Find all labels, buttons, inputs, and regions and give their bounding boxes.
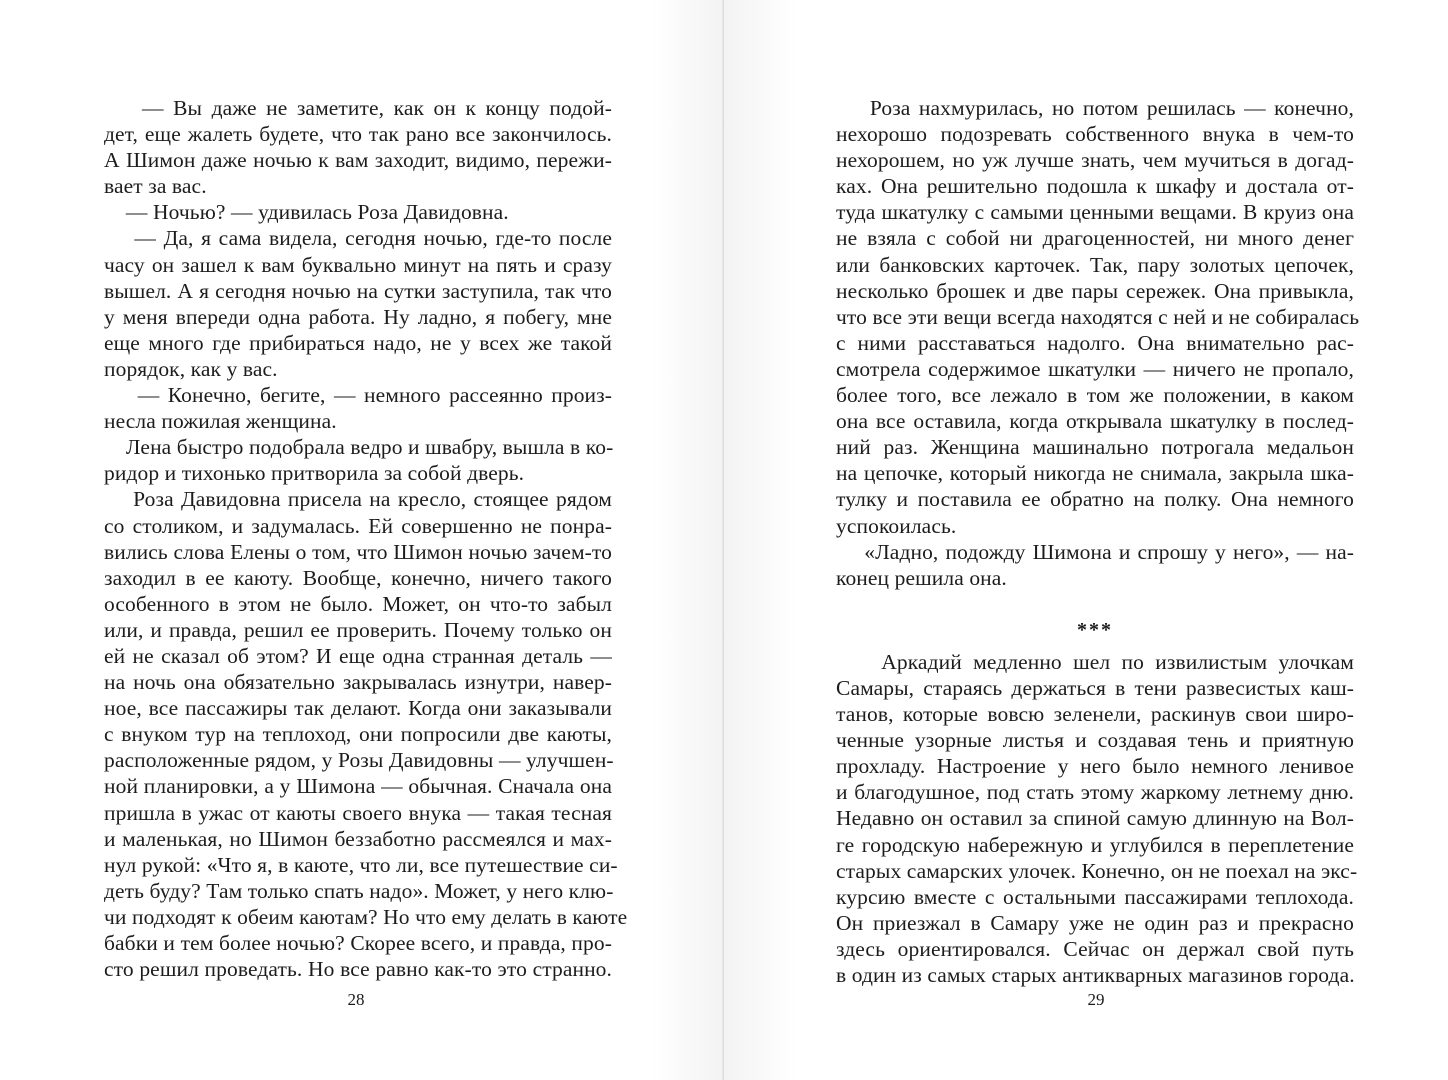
text-line: и маленькая, но Шимон беззаботно рассмеялся и мах-	[104, 826, 612, 851]
text-line: ное, все пассажиры так делают. Когда они заказывали	[104, 696, 612, 721]
text-line: ной планировки, а у Шимона — обычная. Сначала она	[104, 774, 612, 799]
text-line: Лена быстро подобрала ведро и швабру, вышла в ко-	[104, 435, 614, 460]
text-line: Самары, стараясь держаться в тени развесистых каш-	[836, 675, 1354, 700]
text-line: с ними расставаться надолго. Она внимательно рас-	[836, 330, 1354, 355]
text-line: не взяла с собой ни драгоценностей, ни много денег	[836, 226, 1354, 251]
page-number-left: 28	[347, 990, 365, 1009]
text-line: тулку и поставила ее обратно на полку. Она немного	[836, 487, 1354, 512]
text-line: что все эти вещи всегда находятся с ней и не собиралась	[836, 304, 1360, 329]
text-line: ках. Она решительно подошла к шкафу и достала от-	[836, 174, 1354, 199]
text-line: ей не сказал об этом? И еще одна странная деталь —	[104, 643, 612, 668]
text-line: и благодушное, под стать этому жаркому летнему дню.	[836, 780, 1354, 805]
text-line: пришла в ужас от каюты своего внука — такая тесная	[104, 800, 612, 825]
text-line: Роза Давидовна присела на кресло, стоящее рядом	[104, 487, 612, 512]
text-line: вает за вас.	[104, 174, 207, 199]
text-line: или банковских карточек. Так, пару золотых цепочек,	[836, 252, 1354, 277]
text-line: ге городскую набережную и углубился в переплетение	[836, 832, 1354, 857]
text-line: дет, еще жалеть будете, что так рано все закончилось.	[104, 122, 612, 147]
text-line: конец решила она.	[836, 565, 1007, 590]
text-line: заходил в ее каюту. Вообще, конечно, ничего такого	[104, 565, 612, 590]
text-line: нехорошо подозревать собственного внука в чем-то	[836, 122, 1354, 147]
text-line: А Шимон даже ночью к вам заходит, видимо, пережи-	[104, 148, 612, 173]
right-page	[724, 0, 1448, 1080]
text-line: вышел. А я сегодня ночью на сутки заступила, так что	[104, 278, 612, 303]
left-page-text	[104, 95, 628, 982]
text-line: успокоилась.	[836, 513, 957, 538]
text-line: бабки и тем более ночью? Скорее всего, и правда, про-	[104, 931, 612, 955]
text-line: порядок, как у вас.	[104, 356, 278, 381]
text-line: она все оставила, когда открывала шкатулку в послед-	[836, 409, 1354, 434]
text-line: старых самарских улочек. Конечно, он не поехал на экс-	[836, 858, 1358, 883]
page-number-right: 29	[1087, 990, 1105, 1009]
text-line: смотрела содержимое шкатулки — ничего не пропало,	[836, 356, 1354, 381]
text-line: чи подходят к обеим каютам? Но что ему делать в каюте	[104, 904, 628, 929]
right-page-text	[836, 95, 1360, 988]
text-line: несла пожилая женщина.	[104, 409, 337, 434]
text-line: прохладу. Настроение у него было немного ленивое	[836, 754, 1354, 779]
text-line: танов, которые вовсю зеленели, раскинув свои широ-	[836, 702, 1354, 727]
text-line: часу он зашел к вам буквально минут на пять и сразу	[104, 252, 612, 277]
text-line: курсию вместе с остальными пассажирами теплохода.	[836, 884, 1354, 909]
text-line: нул рукой: «Что я, в каюте, что ли, все путешествие си-	[104, 852, 618, 877]
text-line: на ночь она обязательно закрывалась изнутри, навер-	[104, 670, 612, 695]
text-line: «Ладно, подожду Шимона и спрошу у него», — на-	[836, 539, 1354, 564]
text-line: ний раз. Женщина машинально потрогала медальон	[836, 435, 1354, 460]
text-line: нехорошем, но уж лучше знать, чем мучиться в догад-	[836, 148, 1354, 173]
text-line: со столиком, и задумалась. Ей совершенно не понра-	[104, 513, 612, 538]
text-line: на цепочке, который никогда не снимала, закрыла шка-	[836, 461, 1354, 486]
text-line: — Вы даже не заметите, как он к концу подой-	[104, 96, 612, 120]
text-line: или, и правда, решил ее проверить. Почему только он	[104, 617, 612, 642]
text-line: вились слова Елены о том, что Шимон ночью зачем-то	[104, 539, 612, 564]
text-line: более того, все лежало в том же положении, в каком	[836, 383, 1354, 408]
text-line: в один из самых старых антикварных магазинов города.	[836, 963, 1355, 987]
text-line: несколько брошек и две пары сережек. Она привыкла,	[836, 278, 1354, 303]
text-line: Роза нахмурилась, но потом решилась — конечно,	[836, 96, 1354, 120]
text-line: расположенные рядом, у Розы Давидовны — улучшен-	[104, 748, 614, 773]
text-line: Недавно он оставил за спиной самую длинную на Вол-	[836, 806, 1354, 831]
text-line: еще много где прибираться надо, не у всех же такой	[104, 330, 612, 355]
text-line: — Ночью? — удивилась Роза Давидовна.	[104, 200, 509, 225]
text-line: ридор и тихонько притворила за собой дверь.	[104, 461, 525, 486]
text-line: особенного в этом не было. Может, он что-то забыл	[104, 591, 612, 616]
section-break: ***	[1077, 618, 1113, 641]
text-line: — Конечно, бегите, — немного рассеянно произ-	[104, 383, 612, 408]
text-line: здесь ориентировался. Сейчас он держал свой путь	[836, 936, 1354, 961]
text-line: туда шкатулку с самыми ценными вещами. В круиз она	[836, 200, 1354, 225]
text-line: сто решил проведать. Но все равно как-то это странно.	[104, 957, 612, 982]
text-line: у меня впереди одна работа. Ну ладно, я побегу, мне	[104, 304, 612, 329]
text-line: Аркадий медленно шел по извилистым улочкам	[836, 649, 1354, 674]
text-line: с внуком тур на теплоход, они попросили две каюты,	[104, 722, 612, 747]
text-line: — Да, я сама видела, сегодня ночью, где-то после	[104, 226, 612, 251]
text-line: деть буду? Там только спать надо». Может, у него клю-	[104, 878, 614, 903]
text-line: Он приезжал в Самару уже не один раз и прекрасно	[836, 910, 1354, 935]
text-line: ченные узорные листья и создавая тень и приятную	[836, 728, 1354, 753]
